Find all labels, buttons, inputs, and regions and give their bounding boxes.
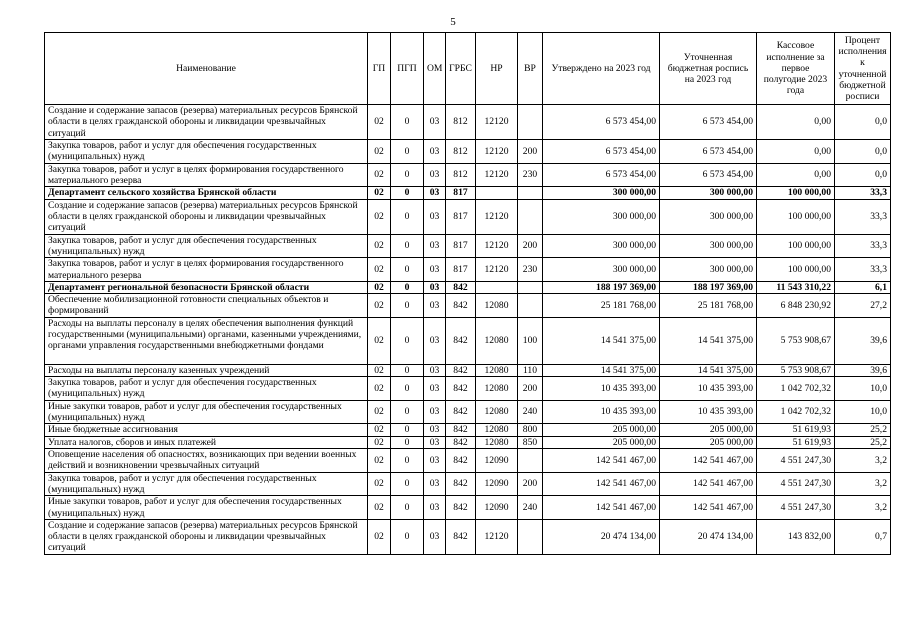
cell-vr: 230 (518, 163, 543, 187)
cell-name: Создание и содержание запасов (резерва) материальных ресурсов Брянской области в целях гражданской обороны и ликвидации чрезвычайных ситуаций (45, 199, 368, 234)
table-row (45, 294, 891, 318)
cell-revised: 300 000,00 (660, 199, 757, 234)
cell-percent: 3,2 (835, 496, 891, 520)
cell-name: Закупка товаров, работ и услуг для обеспечения государственных (муниципальных) нужд (45, 140, 368, 164)
cell-percent: 25,2 (835, 436, 891, 448)
cell-pgp: 0 (391, 140, 424, 164)
cell-name: Закупка товаров, работ и услуг в целях формирования государственного материального резерва (45, 258, 368, 282)
cell-approved: 6 573 454,00 (543, 105, 660, 140)
cell-gp: 02 (368, 377, 391, 401)
cell-grbs: 842 (446, 472, 476, 496)
cell-cash: 0,00 (757, 105, 835, 140)
cell-pgp: 0 (391, 105, 424, 140)
header-om: ОМ (424, 33, 446, 105)
cell-name: Расходы на выплаты персоналу в целях обеспечения выполнения функций государственными (муниципальными) органами, казенными учреждениями, органами управления государственными внебюджетными фондами (45, 317, 368, 364)
cell-np: 12090 (476, 496, 518, 520)
cell-cash: 100 000,00 (757, 234, 835, 258)
table-row (45, 281, 891, 293)
cell-cash: 100 000,00 (757, 187, 835, 199)
cell-grbs: 842 (446, 294, 476, 318)
cell-percent: 0,0 (835, 140, 891, 164)
cell-np: 12080 (476, 436, 518, 448)
cell-cash: 51 619,93 (757, 424, 835, 436)
cell-om: 03 (424, 400, 446, 424)
cell-approved: 10 435 393,00 (543, 377, 660, 401)
cell-om: 03 (424, 364, 446, 376)
cell-pgp: 0 (391, 281, 424, 293)
cell-percent: 39,6 (835, 364, 891, 376)
table-row (45, 234, 891, 258)
table-row (45, 317, 891, 364)
cell-percent: 33,3 (835, 187, 891, 199)
budget-table (44, 32, 891, 555)
cell-grbs: 842 (446, 281, 476, 293)
header-name: Наименование (45, 33, 368, 105)
cell-np (476, 187, 518, 199)
cell-np: 12120 (476, 258, 518, 282)
cell-revised: 300 000,00 (660, 187, 757, 199)
cell-pgp: 0 (391, 258, 424, 282)
table-row (45, 140, 891, 164)
cell-np: 12120 (476, 140, 518, 164)
cell-gp: 02 (368, 364, 391, 376)
cell-om: 03 (424, 519, 446, 554)
cell-grbs: 842 (446, 364, 476, 376)
cell-vr: 240 (518, 496, 543, 520)
cell-vr: 100 (518, 317, 543, 364)
table-row (45, 424, 891, 436)
cell-om: 03 (424, 317, 446, 364)
table-row (45, 472, 891, 496)
cell-cash: 100 000,00 (757, 199, 835, 234)
cell-approved: 300 000,00 (543, 199, 660, 234)
cell-cash: 1 042 702,32 (757, 400, 835, 424)
cell-percent: 33,3 (835, 258, 891, 282)
cell-revised: 6 573 454,00 (660, 105, 757, 140)
header-row (45, 33, 891, 105)
cell-approved: 6 573 454,00 (543, 163, 660, 187)
cell-gp: 02 (368, 187, 391, 199)
cell-vr: 200 (518, 140, 543, 164)
cell-cash: 4 551 247,30 (757, 448, 835, 472)
cell-approved: 205 000,00 (543, 436, 660, 448)
cell-cash: 6 848 230,92 (757, 294, 835, 318)
cell-grbs: 842 (446, 377, 476, 401)
cell-pgp: 0 (391, 472, 424, 496)
cell-grbs: 812 (446, 105, 476, 140)
table-row (45, 400, 891, 424)
cell-gp: 02 (368, 105, 391, 140)
cell-name: Обеспечение мобилизационной готовности специальных объектов и формирований (45, 294, 368, 318)
header-pgp: ПГП (391, 33, 424, 105)
cell-name: Расходы на выплаты персоналу казенных учреждений (45, 364, 368, 376)
cell-om: 03 (424, 281, 446, 293)
cell-name: Создание и содержание запасов (резерва) материальных ресурсов Брянской области в целях гражданской обороны и ликвидации чрезвычайных ситуаций (45, 519, 368, 554)
cell-pgp: 0 (391, 519, 424, 554)
cell-cash: 0,00 (757, 163, 835, 187)
cell-approved: 142 541 467,00 (543, 472, 660, 496)
cell-np: 12090 (476, 448, 518, 472)
cell-approved: 6 573 454,00 (543, 140, 660, 164)
cell-vr (518, 294, 543, 318)
cell-percent: 6,1 (835, 281, 891, 293)
cell-percent: 0,0 (835, 105, 891, 140)
cell-approved: 300 000,00 (543, 258, 660, 282)
cell-grbs: 842 (446, 317, 476, 364)
cell-name: Закупка товаров, работ и услуг для обеспечения государственных (муниципальных) нужд (45, 472, 368, 496)
cell-revised: 14 541 375,00 (660, 317, 757, 364)
table-row (45, 519, 891, 554)
cell-om: 03 (424, 105, 446, 140)
cell-vr (518, 105, 543, 140)
cell-approved: 14 541 375,00 (543, 317, 660, 364)
cell-grbs: 842 (446, 519, 476, 554)
header-gp: ГП (368, 33, 391, 105)
cell-revised: 14 541 375,00 (660, 364, 757, 376)
cell-percent: 33,3 (835, 199, 891, 234)
cell-vr: 200 (518, 234, 543, 258)
cell-grbs: 817 (446, 199, 476, 234)
cell-approved: 300 000,00 (543, 187, 660, 199)
cell-np: 12090 (476, 472, 518, 496)
cell-pgp: 0 (391, 400, 424, 424)
table-row (45, 436, 891, 448)
cell-np: 12120 (476, 105, 518, 140)
cell-cash: 51 619,93 (757, 436, 835, 448)
cell-grbs: 842 (446, 436, 476, 448)
cell-gp: 02 (368, 436, 391, 448)
cell-approved: 14 541 375,00 (543, 364, 660, 376)
cell-gp: 02 (368, 258, 391, 282)
cell-cash: 11 543 310,22 (757, 281, 835, 293)
cell-grbs: 842 (446, 496, 476, 520)
cell-om: 03 (424, 258, 446, 282)
cell-approved: 10 435 393,00 (543, 400, 660, 424)
cell-pgp: 0 (391, 448, 424, 472)
cell-om: 03 (424, 448, 446, 472)
cell-cash: 0,00 (757, 140, 835, 164)
header-grbs: ГРБС (446, 33, 476, 105)
cell-cash: 143 832,00 (757, 519, 835, 554)
table-row (45, 163, 891, 187)
cell-pgp: 0 (391, 496, 424, 520)
cell-revised: 188 197 369,00 (660, 281, 757, 293)
table-row (45, 448, 891, 472)
cell-revised: 205 000,00 (660, 424, 757, 436)
cell-name: Закупка товаров, работ и услуг для обеспечения государственных (муниципальных) нужд (45, 377, 368, 401)
cell-vr: 200 (518, 377, 543, 401)
cell-om: 03 (424, 140, 446, 164)
cell-pgp: 0 (391, 187, 424, 199)
cell-revised: 205 000,00 (660, 436, 757, 448)
cell-gp: 02 (368, 400, 391, 424)
cell-gp: 02 (368, 163, 391, 187)
cell-vr (518, 448, 543, 472)
cell-cash: 1 042 702,32 (757, 377, 835, 401)
cell-om: 03 (424, 377, 446, 401)
cell-percent: 10,0 (835, 400, 891, 424)
cell-grbs: 842 (446, 400, 476, 424)
cell-np: 12080 (476, 364, 518, 376)
cell-gp: 02 (368, 496, 391, 520)
cell-om: 03 (424, 187, 446, 199)
cell-gp: 02 (368, 234, 391, 258)
cell-grbs: 812 (446, 140, 476, 164)
header-percent: Процент исполнения к уточненной бюджетной росписи (835, 33, 891, 105)
table-row (45, 105, 891, 140)
cell-revised: 300 000,00 (660, 258, 757, 282)
cell-grbs: 812 (446, 163, 476, 187)
header-revised: Уточненная бюджетная роспись на 2023 год (660, 33, 757, 105)
cell-om: 03 (424, 424, 446, 436)
cell-vr (518, 199, 543, 234)
cell-cash: 4 551 247,30 (757, 472, 835, 496)
cell-name: Иные закупки товаров, работ и услуг для обеспечения государственных (муниципальных) нужд (45, 496, 368, 520)
cell-om: 03 (424, 436, 446, 448)
cell-gp: 02 (368, 294, 391, 318)
cell-om: 03 (424, 294, 446, 318)
cell-np: 12080 (476, 294, 518, 318)
cell-vr: 230 (518, 258, 543, 282)
cell-vr (518, 187, 543, 199)
cell-name: Иные закупки товаров, работ и услуг для обеспечения государственных (муниципальных) нужд (45, 400, 368, 424)
cell-gp: 02 (368, 448, 391, 472)
cell-percent: 0,0 (835, 163, 891, 187)
cell-grbs: 817 (446, 234, 476, 258)
cell-revised: 6 573 454,00 (660, 140, 757, 164)
cell-np (476, 281, 518, 293)
cell-percent: 0,7 (835, 519, 891, 554)
cell-pgp: 0 (391, 234, 424, 258)
cell-percent: 10,0 (835, 377, 891, 401)
cell-name: Закупка товаров, работ и услуг в целях формирования государственного материального резерва (45, 163, 368, 187)
cell-revised: 25 181 768,00 (660, 294, 757, 318)
cell-vr: 110 (518, 364, 543, 376)
cell-pgp: 0 (391, 424, 424, 436)
cell-gp: 02 (368, 317, 391, 364)
cell-approved: 142 541 467,00 (543, 496, 660, 520)
cell-cash: 4 551 247,30 (757, 496, 835, 520)
table-body (45, 105, 891, 555)
table-row (45, 187, 891, 199)
cell-np: 12120 (476, 519, 518, 554)
cell-pgp: 0 (391, 199, 424, 234)
cell-np: 12120 (476, 163, 518, 187)
cell-percent: 3,2 (835, 448, 891, 472)
cell-gp: 02 (368, 424, 391, 436)
cell-name: Закупка товаров, работ и услуг для обеспечения государственных (муниципальных) нужд (45, 234, 368, 258)
cell-np: 12120 (476, 199, 518, 234)
cell-pgp: 0 (391, 364, 424, 376)
cell-approved: 205 000,00 (543, 424, 660, 436)
cell-revised: 142 541 467,00 (660, 448, 757, 472)
cell-name: Оповещение населения об опасностях, возникающих при ведении военных действий и возникновении чрезвычайных ситуаций (45, 448, 368, 472)
cell-grbs: 817 (446, 187, 476, 199)
cell-np: 12120 (476, 234, 518, 258)
table-row (45, 199, 891, 234)
cell-revised: 6 573 454,00 (660, 163, 757, 187)
cell-approved: 300 000,00 (543, 234, 660, 258)
cell-np: 12080 (476, 424, 518, 436)
cell-approved: 25 181 768,00 (543, 294, 660, 318)
cell-approved: 188 197 369,00 (543, 281, 660, 293)
cell-approved: 142 541 467,00 (543, 448, 660, 472)
cell-revised: 142 541 467,00 (660, 472, 757, 496)
cell-pgp: 0 (391, 377, 424, 401)
cell-gp: 02 (368, 281, 391, 293)
cell-approved: 20 474 134,00 (543, 519, 660, 554)
cell-name: Департамент региональной безопасности Брянской области (45, 281, 368, 293)
header-cash: Кассовое исполнение за первое полугодие 2023 года (757, 33, 835, 105)
cell-grbs: 817 (446, 258, 476, 282)
cell-om: 03 (424, 472, 446, 496)
cell-om: 03 (424, 199, 446, 234)
cell-vr: 800 (518, 424, 543, 436)
cell-name: Уплата налогов, сборов и иных платежей (45, 436, 368, 448)
cell-cash: 5 753 908,67 (757, 317, 835, 364)
cell-revised: 142 541 467,00 (660, 496, 757, 520)
cell-vr: 850 (518, 436, 543, 448)
header-np: НР (476, 33, 518, 105)
cell-pgp: 0 (391, 436, 424, 448)
cell-vr: 200 (518, 472, 543, 496)
cell-percent: 39,6 (835, 317, 891, 364)
header-vr: ВР (518, 33, 543, 105)
cell-name: Департамент сельского хозяйства Брянской области (45, 187, 368, 199)
table-row (45, 496, 891, 520)
cell-gp: 02 (368, 519, 391, 554)
cell-percent: 27,2 (835, 294, 891, 318)
page-number: 5 (450, 16, 456, 28)
cell-grbs: 842 (446, 448, 476, 472)
cell-grbs: 842 (446, 424, 476, 436)
cell-cash: 5 753 908,67 (757, 364, 835, 376)
cell-vr: 240 (518, 400, 543, 424)
cell-gp: 02 (368, 140, 391, 164)
table-row (45, 364, 891, 376)
table-row (45, 377, 891, 401)
cell-pgp: 0 (391, 317, 424, 364)
cell-revised: 300 000,00 (660, 234, 757, 258)
cell-gp: 02 (368, 472, 391, 496)
cell-np: 12080 (476, 400, 518, 424)
cell-np: 12080 (476, 317, 518, 364)
cell-name: Создание и содержание запасов (резерва) материальных ресурсов Брянской области в целях гражданской обороны и ликвидации чрезвычайных ситуаций (45, 105, 368, 140)
cell-revised: 10 435 393,00 (660, 400, 757, 424)
cell-vr (518, 519, 543, 554)
cell-revised: 20 474 134,00 (660, 519, 757, 554)
cell-vr (518, 281, 543, 293)
cell-cash: 100 000,00 (757, 258, 835, 282)
cell-om: 03 (424, 234, 446, 258)
cell-np: 12080 (476, 377, 518, 401)
cell-percent: 33,3 (835, 234, 891, 258)
cell-gp: 02 (368, 199, 391, 234)
cell-om: 03 (424, 496, 446, 520)
table-row (45, 258, 891, 282)
cell-percent: 3,2 (835, 472, 891, 496)
cell-name: Иные бюджетные ассигнования (45, 424, 368, 436)
cell-om: 03 (424, 163, 446, 187)
header-approved: Утверждено на 2023 год (543, 33, 660, 105)
cell-pgp: 0 (391, 163, 424, 187)
cell-pgp: 0 (391, 294, 424, 318)
cell-percent: 25,2 (835, 424, 891, 436)
cell-revised: 10 435 393,00 (660, 377, 757, 401)
